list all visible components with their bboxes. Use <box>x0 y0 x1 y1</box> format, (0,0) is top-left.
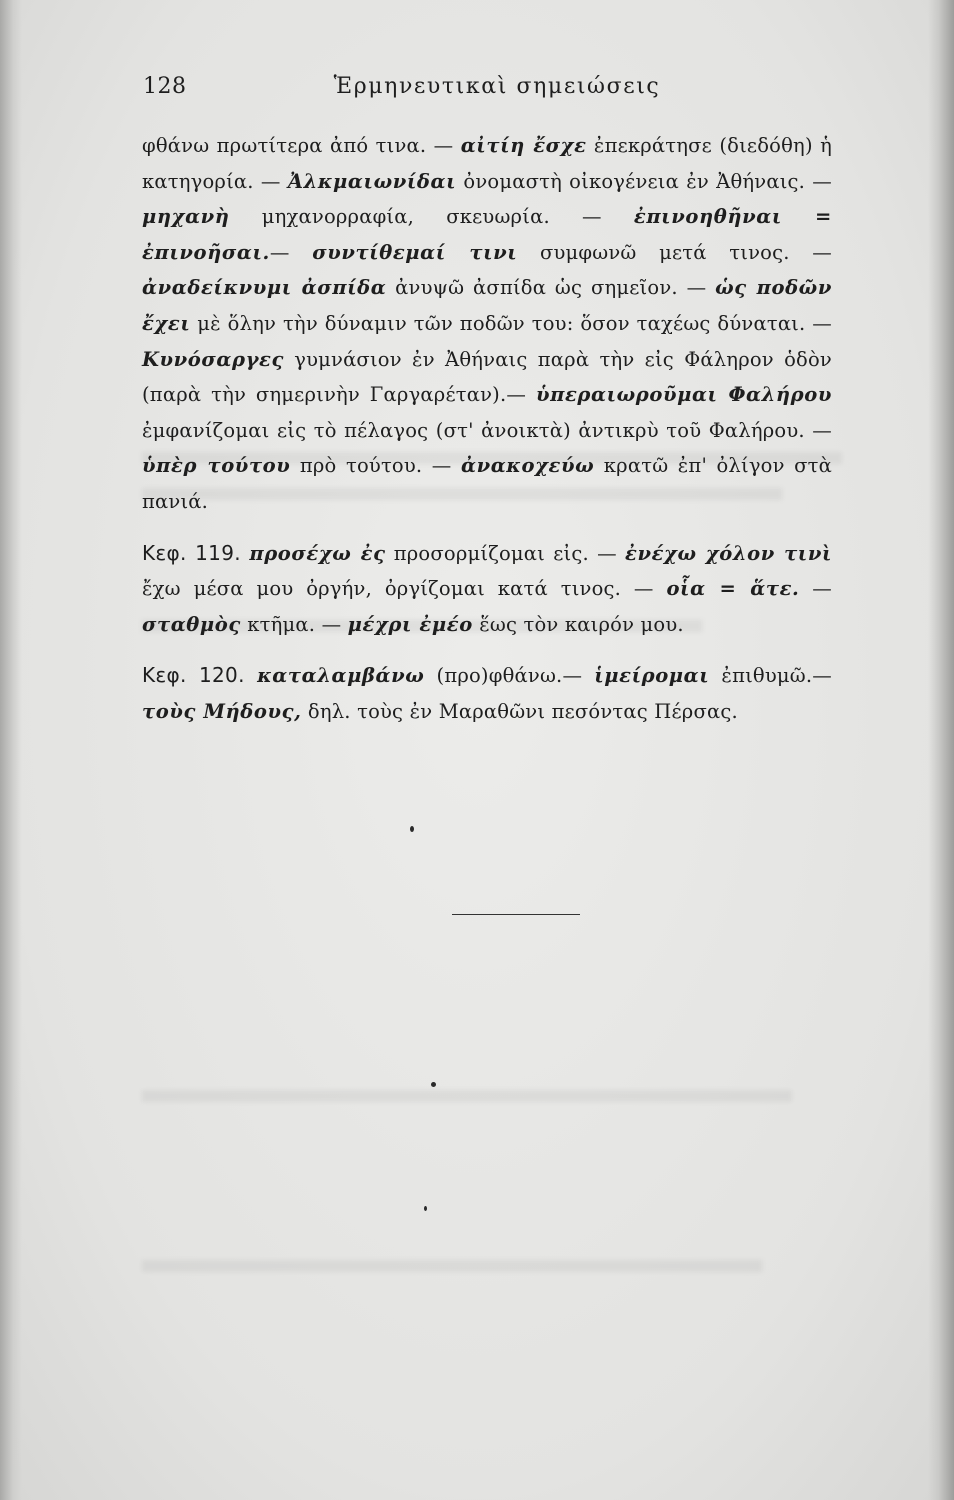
lemma-keyword: αἰτίη ἔσχε <box>460 134 587 157</box>
chapter-number: Κεφ. 119. <box>142 540 250 565</box>
lemma-keyword: ἀναδείκνυμι ἀσπίδα <box>142 276 387 300</box>
ink-speck <box>431 1082 436 1087</box>
lemma-keyword: ὡς ποδῶν ἔχει <box>142 276 832 335</box>
gloss-text: κρατῶ ἐπ' ὀλίγον στὰ πανιά. <box>142 454 833 513</box>
gloss-text: προσορμίζομαι εἰς. — <box>385 541 625 565</box>
lemma-keyword: ἐπινοηθῆναι = ἐπινοῆσαι. <box>142 205 832 264</box>
page-number: 128 <box>143 74 187 99</box>
lemma-keyword: ἱμείρομαι <box>594 664 710 688</box>
lemma-keyword: τοὺς Μήδους, <box>142 699 302 723</box>
gloss-text: ἔχω μέσα μου ὀργήν, ὀργίζομαι κατά τινος. — <box>142 577 667 601</box>
running-title: Ἑρμηνευτικαὶ σημειώσεις <box>333 74 661 99</box>
lemma-keyword: ὑπεραιωροῦμαι Φαλήρου <box>535 383 832 407</box>
commentary-paragraph <box>142 128 832 520</box>
lemma-keyword: ἐνέχω χόλον τινὶ <box>625 541 832 565</box>
gloss-text: ἐμφανίζομαι εἰς τὸ πέλαγος (στ' ἀνοικτὰ) ἀντικρὺ τοῦ Φαλήρου. — <box>142 418 832 442</box>
lemma-keyword: οἷα = ἅτε. <box>666 577 800 601</box>
gloss-text: δηλ. τοὺς ἐν Μαραθῶνι πεσόντας Πέρσας. <box>301 699 738 723</box>
gloss-text: ὀνομαστὴ οἰκογένεια ἐν Ἀθήναις. — <box>456 169 832 193</box>
commentary-text <box>142 128 832 730</box>
lemma-keyword: Ἀλκμαιωνίδαι <box>287 169 457 193</box>
gloss-text: γυμνάσιον ἐν Ἀθήναις παρὰ τὴν εἰς Φάληρον ὁδὸν (παρὰ τὴν σημερινὴν Γαργαρέταν).— <box>142 347 832 407</box>
gloss-text: ἐπεκράτησε (διεδόθη) ἡ κατηγορία. — <box>142 134 832 193</box>
commentary-paragraph-chapter-120 <box>142 658 832 729</box>
lemma-keyword: συντίθεμαί τινι <box>312 240 518 264</box>
gloss-text: ἀνυψῶ ἀσπίδα ὡς σημεῖον. — <box>386 276 716 300</box>
lemma-keyword: μέχρι ἐμέο <box>347 612 473 636</box>
page-edge-shadow-left <box>0 0 22 1500</box>
gloss-text: ἕως τὸν καιρόν μου. <box>472 612 684 636</box>
show-through-smudge <box>142 1260 762 1272</box>
show-through-smudge <box>142 1090 792 1102</box>
lemma-keyword: σταθμὸς <box>142 612 241 636</box>
ink-speck <box>410 826 414 832</box>
gloss-text: κτῆμα. — <box>240 612 348 636</box>
lemma-keyword: προσέχω ἐς <box>249 541 386 565</box>
gloss-text: — <box>269 240 313 264</box>
gloss-text: μηχανορραφία, σκευωρία. — <box>229 205 634 229</box>
commentary-paragraph-chapter-119 <box>142 536 832 643</box>
gloss-text: φθάνω πρωτίτερα ἀπό τινα. — <box>142 134 461 157</box>
chapter-number: Κεφ. 120. <box>142 663 258 688</box>
gloss-text: συμφωνῶ μετά τινος. — <box>517 240 832 264</box>
lemma-keyword: Κυνόσαργες <box>142 347 284 371</box>
lemma-keyword: ἀνακοχεύω <box>460 454 595 478</box>
gloss-text: μὲ ὅλην τὴν δύναμιν τῶν ποδῶν του: ὅσον ταχέως δύναται. — <box>190 311 832 335</box>
gloss-text: ἐπιθυμῶ.— <box>709 664 832 688</box>
ink-speck <box>424 1206 427 1211</box>
section-divider-rule <box>452 914 580 915</box>
lemma-keyword: καταλαμβάνω <box>257 664 425 688</box>
page-header <box>0 70 954 110</box>
gloss-text: πρὸ τούτου. — <box>290 454 461 478</box>
gloss-text: (προ)φθάνω.— <box>424 664 595 688</box>
page-edge-shadow-right <box>928 0 954 1500</box>
lemma-keyword: ὑπὲρ τούτου <box>142 454 291 478</box>
gloss-text: — <box>799 577 832 601</box>
lemma-keyword: μηχανὴ <box>142 205 230 229</box>
